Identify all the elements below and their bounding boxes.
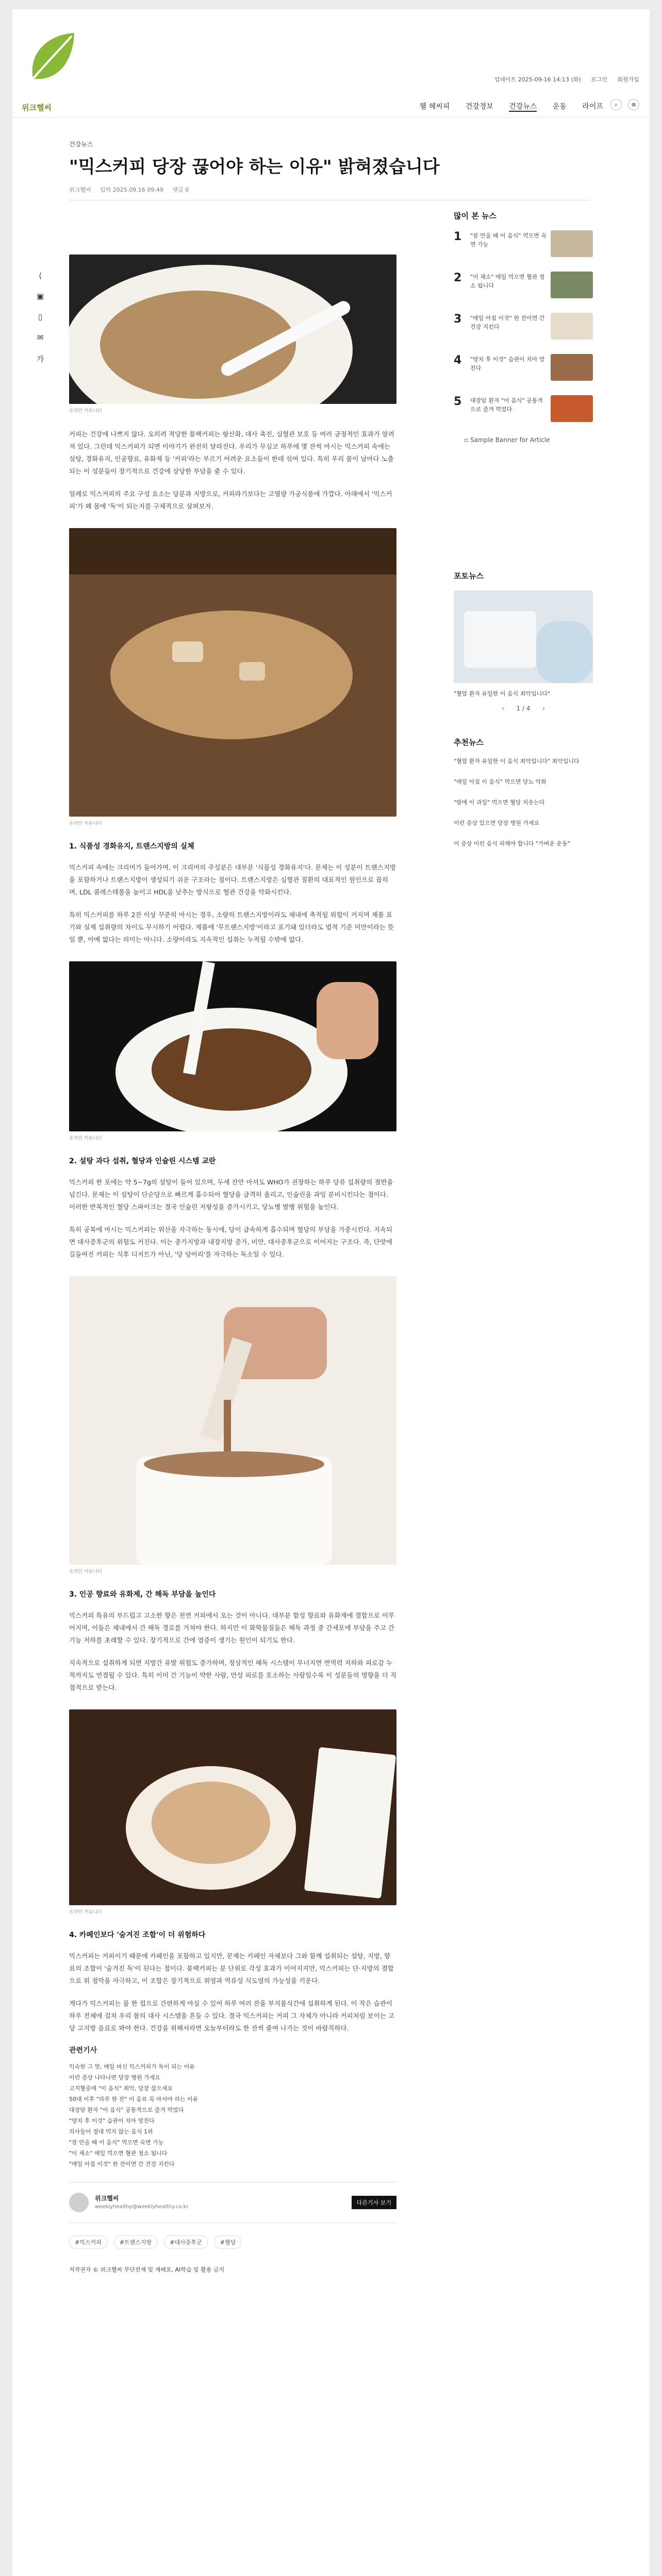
paragraph: 믹스커피 속에는 크리머가 들어가며, 이 크리머의 주성분은 대부분 '식물성 경화유지'다. 문제는 이 성분이 트랜스지방을 포함하거나 트랜스지방이 생성되기 쉬운 구조라는 점이다. 트랜스지방은 심혈관 질환의 대표적인 원인으로 꼽히며, LDL 콜레스테롤을 높이고 HDL을 낮추는 방식으로 혈관 건강을 악화시킨다. xyxy=(69,863,396,896)
popular-item[interactable]: 1 "잠 안올 때 이 음식" 먹으면 숙면 가능 xyxy=(454,230,593,272)
related-item[interactable]: 대장암 환자 "이 음식" 공통적으로 즐겨 먹었다 xyxy=(69,2107,184,2113)
tag-chip[interactable]: #대사증후군 xyxy=(164,2235,207,2249)
popular-thumb xyxy=(551,395,593,422)
avatar xyxy=(69,2193,89,2212)
paragraph: 지속적으로 섭취하게 되면 지방간 유발 위험도 증가하며, 정상적인 해독 시스템이 무너지면 면역력 저하와 피로감 누적까지도 연결될 수 있다. 특히 이미 간 기능이 약한 사람, 만성 피로를 호소하는 사람일수록 이 성분들의 영향을 더 직접적으로 받는다. xyxy=(69,1659,396,1691)
tag-chip[interactable]: #믹스커피 xyxy=(69,2235,107,2249)
related-item[interactable]: 고지혈증에 "이 음식" 최악, 당장 끊으세요 xyxy=(69,2085,173,2092)
recommend-item[interactable]: "밤에 이 과일" 먹으면 혈당 치솟는다 xyxy=(454,799,545,806)
related-item[interactable]: "잠 안올 때 이 음식" 먹으면 숙면 가능 xyxy=(69,2139,164,2146)
share-bar xyxy=(34,271,46,374)
nav-item-3[interactable]: 건강뉴스 xyxy=(509,103,537,111)
site-header xyxy=(12,9,650,117)
bookmark-icon[interactable]: ▯ xyxy=(38,312,43,321)
article-photo-3 xyxy=(69,961,396,1131)
popular-heading: 많이 본 뉴스 xyxy=(454,211,496,221)
paragraph: 믹스커피 특유의 부드럽고 고소한 향은 천연 커피에서 오는 것이 아니다. 대부분 합성 향료와 유화제에 결합으로 이루어지며, 이들은 체내에서 간 해독 경로를 거쳐야 한다. 하지만 이 화학물질들은 해독 과정 중 간세포에 부담을 주고 간 기능 저하를 초래할 수 있다. 장기적으로 간에 염증이 생기는 원인이 되기도 한다. xyxy=(69,1612,395,1644)
popular-thumb xyxy=(551,313,593,340)
article-photo-2 xyxy=(69,528,396,817)
nav-item-4[interactable]: 운동 xyxy=(552,103,567,111)
print-icon[interactable]: ▣ xyxy=(36,292,44,301)
publish-date: 입력 2025.09.16 09:49 xyxy=(100,187,163,193)
chevron-left-icon[interactable]: ‹ xyxy=(501,705,504,712)
nav-item-5[interactable]: 라이프 xyxy=(582,103,603,111)
more-articles-button[interactable]: 다른기사 보기 xyxy=(352,2196,396,2209)
register-link[interactable]: 회원가입 xyxy=(617,76,639,83)
article-meta xyxy=(69,185,196,194)
author-box xyxy=(69,2182,396,2223)
recommend-heading: 추천뉴스 xyxy=(454,738,484,747)
photo-pager xyxy=(454,705,593,712)
related-item[interactable]: 이런 증상 나타나면 당장 병원 가세요 xyxy=(69,2074,160,2081)
paragraph: 믹스커피 한 포에는 약 5~7g의 설탕이 들어 있으며, 두세 잔만 마셔도 WHO가 권장하는 하루 당류 섭취량의 절반을 넘긴다. 문제는 이 설탕이 단순당으로 빠르게 흡수되어 혈당을 급격히 올리고, 인슐린을 과잉 분비시킨다는 점이다. 이러한 반복적인 혈당 스파이크는 결국 인슐린 저항성을 증가시키고, 당뇨병 발병 위험을 높인다. xyxy=(69,1178,393,1211)
utility-bar xyxy=(486,75,639,83)
article-photo-1 xyxy=(69,255,396,404)
article-category[interactable]: 건강뉴스 xyxy=(69,141,93,148)
photo-caption: 온라인 커뮤니티 xyxy=(69,409,102,414)
related-list xyxy=(69,2061,396,2170)
article-photo-4 xyxy=(69,1276,396,1565)
section-heading: 2. 설탕 과다 섭취, 혈당과 인슐린 시스템 교란 xyxy=(69,1157,216,1165)
article-body xyxy=(69,205,396,2274)
paragraph: 게다가 믹스커피는 물 한 컵으로 간편하게 마실 수 있어 하루 여러 잔을 부지불식간에 섭취하게 된다. 이 작은 습관이 하루 전체에 걸쳐 우리 몸의 대사 시스템을 흔들 수 있다. 결국 믹스커피는 커피 그 자체가 아니라 커피처럼 보이는 고당 고지방 음료로 봐야 한다. 건강을 위해서라면 오늘부터라도 한 잔씩 줄여 나가는 것이 바람직하다. xyxy=(69,1999,394,2032)
author-name: 위크헬씨 xyxy=(69,187,91,193)
email-icon[interactable]: ✉ xyxy=(37,333,44,342)
pager-count: 1 / 4 xyxy=(516,705,531,712)
related-item[interactable]: 50대 이후 "하루 한 잔" 이 음료 꼭 마셔야 하는 이유 xyxy=(69,2096,198,2103)
recommend-item[interactable]: 이 증상 이런 음식 피해야 합니다 "가벼운 운동" xyxy=(454,840,570,847)
sidebar-banner[interactable]: ▫ Sample Banner for Article xyxy=(464,436,550,444)
paragraph: 커피는 건강에 나쁘지 않다. 오히려 적당한 블랙커피는 항산화, 대사 촉진, 심혈관 보호 등 여러 긍정적인 효과가 알려져 있다. 그런데 믹스커피가 되면 이야기가 완전히 달라진다. 우리가 무심코 하루에 몇 잔씩 마시는 믹스커피 속에는 설탕, 경화유지, 인공향료, 유화제 등 '커피'라는 부르기 어려운 요소들이 한데 섞여 있다. 특히 우리 몸이 날마다 노출되는 이 성분들이 장기적으로 건강에 상당한 부담을 줄 수 있다. xyxy=(69,430,394,475)
photo-caption: 온라인 커뮤니티 xyxy=(69,1136,102,1141)
photo-news-caption[interactable]: "혈압 환자 유일한 이 음식 최악입니다" xyxy=(454,690,550,697)
popular-thumb xyxy=(551,230,593,257)
section-heading: 1. 식품성 경화유지, 트랜스지방의 실체 xyxy=(69,842,194,851)
recommend-item[interactable]: "매일 아침 이 음식" 먹으면 당뇨 악화 xyxy=(454,778,547,785)
popular-item[interactable]: 3 "매일 아침 이것" 한 잔이면 간 건강 지킨다 xyxy=(454,313,593,354)
photo-caption: 온라인 커뮤니티 xyxy=(69,1569,102,1574)
related-item[interactable]: 의사들이 절대 먹지 않는 음식 1위 xyxy=(69,2128,153,2135)
paragraph: 일례로 믹스커피의 주요 구성 요소는 당분과 지방으로, 커피라기보다는 고열량 가공식품에 가깝다. 아래에서 '믹스커피'가 왜 몸에 '독'이 되는지를 구체적으로 살펴보자. xyxy=(69,490,392,510)
photo-news-heading: 포토뉴스 xyxy=(454,571,484,581)
nav-item-2[interactable]: 건강정보 xyxy=(465,103,493,111)
page xyxy=(12,9,650,2576)
tag-list xyxy=(69,2235,396,2249)
main-nav xyxy=(406,101,603,111)
related-item[interactable]: "매일 아침 이것" 한 잔이면 간 건강 지킨다 xyxy=(69,2161,175,2167)
nav-item-1[interactable]: 웰 헤씨피 xyxy=(419,103,450,111)
font-size-icon[interactable]: 가 xyxy=(36,354,44,364)
photo-caption: 온라인 커뮤니티 xyxy=(69,1910,102,1915)
chevron-right-icon[interactable]: › xyxy=(542,705,545,712)
logo-leaf-icon[interactable] xyxy=(23,30,79,87)
article-photo-5 xyxy=(69,1709,396,1905)
tag-chip[interactable]: #혈당 xyxy=(214,2235,241,2249)
author-email[interactable]: weeklyhealthy@weeklyhealthy.co.kr xyxy=(95,2204,189,2210)
popular-item[interactable]: 4 "양치 후 이것" 습관이 치아 망친다 xyxy=(454,354,593,395)
related-item[interactable]: 익숙한 그 맛, 매일 마신 믹스커피가 독이 되는 이유 xyxy=(69,2063,195,2070)
recommend-item[interactable]: "혈압 환자 유일한 이 음식 최악입니다" 최악입니다 xyxy=(454,758,580,765)
recommend-item[interactable]: 이런 증상 있으면 당장 병원 가세요 xyxy=(454,820,540,826)
section-heading: 4. 카페인보다 '숨겨진 조합'이 더 위험하다 xyxy=(69,1931,206,1939)
logo-text: 위크헬씨 xyxy=(22,103,52,112)
popular-thumb xyxy=(551,354,593,381)
article-title: "믹스커피 당장 끊어야 하는 이유" 밝혀졌습니다 xyxy=(69,157,440,177)
update-date: 업데이트 2025-09-16 14:13 (화) xyxy=(494,76,581,83)
comment-count[interactable]: 댓글 0 xyxy=(172,187,189,193)
recommend-list xyxy=(454,757,593,849)
copyright: 저작권자 © 위크헬씨 무단전재 및 재배포, AI학습 및 활용 금지 xyxy=(69,2266,225,2273)
tag-chip[interactable]: #트랜스지방 xyxy=(114,2235,157,2249)
photo-caption: 온라인 커뮤니티 xyxy=(69,821,102,826)
author-box-name: 위크헬씨 xyxy=(95,2195,119,2202)
login-link[interactable]: 로그인 xyxy=(591,76,607,83)
banner-image-icon: ▫ xyxy=(464,436,470,444)
photo-news-image[interactable] xyxy=(454,590,593,683)
popular-thumb xyxy=(551,272,593,298)
menu-icon[interactable]: ≡ xyxy=(628,99,639,110)
paragraph: 믹스커피는 커피이기 때문에 카페인을 포함하고 있지만, 문제는 카페인 자체보다 그와 함께 섭취되는 설탕, 지방, 향료의 조합이 '숨겨진 독'이 된다는 점이다. 블랙커피는 분 단위로 각성 효과가 이어지지만, 믹스커피는 단·지방의 결합으로 위 점막을 자극하고, 이 조합은 장기적으로 위염과 역류성 식도염의 가능성을 키운다. xyxy=(69,1952,394,1985)
sidebar xyxy=(454,210,593,860)
paragraph: 특히 믹스커피를 하루 2잔 이상 꾸준히 마시는 경우, 소량의 트랜스지방이라도 체내에 축적될 위험이 커지며 제품 표기와 실제 섭취량의 차이도 무시하기 어렵다. 제품에 '무트랜스지방'이라고 표기돼 있더라도 법적 기준 미만이라는 뜻일 뿐, 아예 없다는 의미는 아니다. 소량이라도 지속적인 섭취는 누적될 수밖에 없다. xyxy=(69,911,394,943)
popular-item[interactable]: 5 대장암 환자 "이 음식" 공통적으로 즐겨 먹었다 xyxy=(454,395,593,436)
related-item[interactable]: "이 채소" 매일 먹으면 혈관 청소 됩니다 xyxy=(69,2150,168,2157)
section-heading: 3. 인공 향료와 유화제, 간 해독 부담을 높인다 xyxy=(69,1590,216,1599)
share-icon[interactable]: ⟨ xyxy=(39,271,42,280)
search-icon[interactable]: ⌕ xyxy=(610,99,622,110)
related-heading: 관련기사 xyxy=(69,2046,97,2055)
related-item[interactable]: "양치 후 이것" 습관이 치아 망친다 xyxy=(69,2117,155,2124)
popular-item[interactable]: 2 "이 채소" 매일 먹으면 혈관 청소 됩니다 xyxy=(454,272,593,313)
paragraph: 특히 공복에 마시는 믹스커피는 위산을 자극하는 동시에, 당이 급속하게 흡수되며 혈당의 부담을 가중시킨다. 지속되면 대사증후군의 위험도 커진다. 이는 중가지방과 내장지방 증가, 비만, 대사증후군으로 이어지는 구조다. 즉, 단맛에 길들여진 커피는 식후 디저트가 아닌, '당 덩어리'를 자극하는 독소일 수 있다. xyxy=(69,1226,393,1258)
